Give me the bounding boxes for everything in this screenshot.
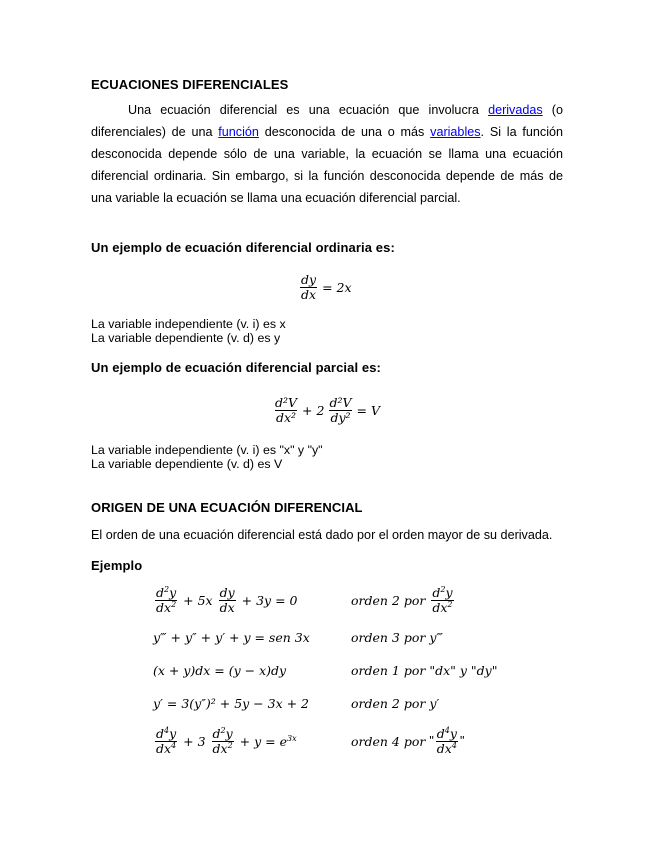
variables-link[interactable]: variables (430, 125, 481, 139)
ordinary-indep-text: La variable independiente (v. i) es x (91, 317, 286, 331)
example-row-1 (153, 580, 523, 620)
intro-line-4: diferencial ordinaria. Sin embargo, si la función desconocida depende de más de (91, 169, 563, 183)
origin-text: El orden de una ecuación diferencial está dado por el orden mayor de su derivada. (91, 528, 553, 542)
d2v-dy2-fraction: $\frac{\text{d²V}}{\text{dy²}}$ (329, 395, 352, 425)
partial-equation (272, 396, 380, 425)
intro-paragraph (91, 99, 563, 209)
example-1-equation: $\frac{d^2y}{dx^2}$ + 5x $\frac{dy}{dx}$ + 3y = 0 (156, 584, 298, 615)
example-1-order: orden 2 por $\frac{d^2y}{dx^2}$ (351, 584, 453, 615)
example-row-3 (153, 654, 523, 686)
partial-dep-text: La variable dependiente (v. d) es V (91, 457, 283, 471)
ordinary-dep-text: La variable dependiente (v. d) es y (91, 331, 281, 345)
example-5-equation: $\frac{d^4y}{dx^4}$ + 3 $\frac{d^2y}{dx^2}$ + $y = e^{3x}$ (156, 725, 297, 756)
example-4-order: orden 2 por y′ (351, 695, 440, 711)
ordinary-heading: Un ejemplo de ecuación diferencial ordinaria es: (91, 240, 395, 255)
examples-list (153, 580, 523, 762)
section-title: ECUACIONES DIFERENCIALES (91, 77, 289, 92)
partial-heading: Un ejemplo de ecuación diferencial parcial es: (91, 360, 381, 375)
intro-line-1: Una ecuación diferencial es una ecuación que involucra derivadas (o (128, 103, 563, 117)
intro-line-3: desconocida depende sólo de una variable, la ecuación se llama una ecuación (91, 147, 563, 161)
dy-dx-fraction: $\frac{dy}{dx}$ (301, 272, 317, 302)
example-3-equation: (x + y)dx = (y − x)dy (153, 662, 287, 678)
ordinary-rhs: = 2x (322, 280, 352, 295)
intro-line-2: diferenciales) de una función desconocida de una o más variables. Si la función (91, 125, 564, 139)
example-row-2 (153, 620, 523, 654)
derivadas-link[interactable]: derivadas (488, 103, 543, 117)
example-5-order: orden 4 por " $\frac{d^4y}{dx^4}$ " (351, 725, 465, 756)
ordinary-equation (298, 273, 352, 302)
partial-plus: + 2 (302, 403, 325, 418)
example-2-equation: y‴ + y″ + y′ + y = sen 3x (153, 629, 310, 645)
example-3-order: orden 1 por "dx" y "dy" (351, 662, 498, 678)
example-row-5 (153, 720, 523, 762)
origin-title: ORIGEN DE UNA ECUACIÓN DIFERENCIAL (91, 500, 363, 515)
example-2-order: orden 3 por y‴ (351, 629, 443, 645)
example-4-equation: y′ = 3(y″)² + 5y − 3x + 2 (153, 695, 309, 711)
example-label: Ejemplo (91, 558, 143, 573)
intro-line-5: una variable la ecuación se llama una ecuación diferencial parcial. (91, 191, 461, 205)
funcion-link[interactable]: función (218, 125, 259, 139)
partial-rhs: = V (356, 403, 380, 418)
partial-indep-text: La variable independiente (v. i) es "x" y "y" (91, 443, 323, 457)
example-row-4 (153, 686, 523, 720)
d2v-dx2-fraction: $\frac{\text{d²V}}{\text{dx²}}$ (275, 395, 298, 425)
